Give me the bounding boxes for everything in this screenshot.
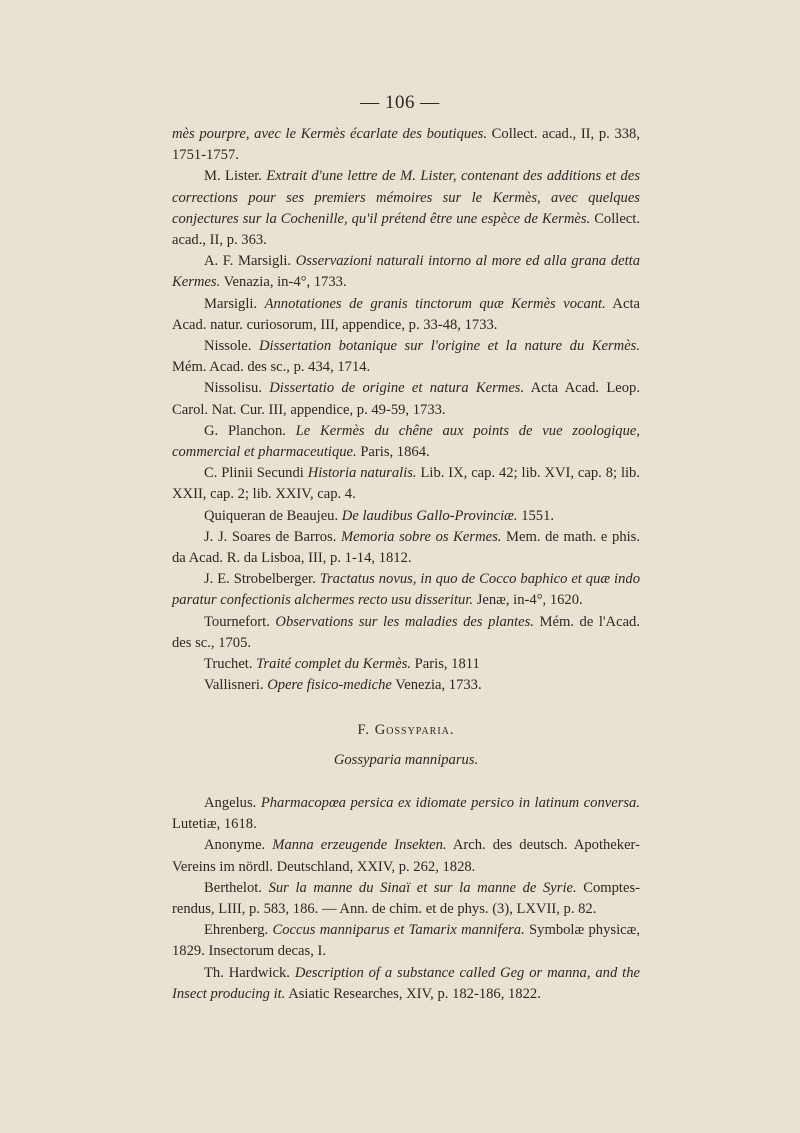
entry-publication: Mem. de math. e phis. da Acad. R. da Lisboa, III, p. 1-14, 1812. — [172, 528, 640, 567]
bibliography-entry — [172, 251, 640, 293]
entry-title: Observations sur les maladies des plantes. — [275, 613, 534, 630]
entry-title: Description of a substance called Geg or manna, and the Insect producing it. — [172, 964, 640, 1002]
bibliography-entry — [172, 654, 640, 675]
bibliography-entry — [172, 463, 640, 505]
entry-author: G. Planchon. — [204, 422, 296, 439]
entry-publication: Jenæ, in-4°, 1620. — [473, 592, 583, 609]
entry-author: Truchet. — [204, 656, 257, 673]
bibliography-list-gossyparia — [172, 793, 640, 1005]
entry-publication: Venazia, in-4°, 1733. — [220, 274, 347, 291]
entry-title: Traité complet du Kermès. — [256, 656, 412, 673]
entry-publication: Acta Acad. natur. curiosorum, III, appendice, p. 33-48, 1733. — [172, 295, 640, 333]
bibliography-entry — [172, 336, 640, 378]
entry-author: C. Plinii Secundi — [204, 465, 308, 482]
entry-author: J. E. Strobelberger. — [204, 571, 320, 588]
entry-title: De laudibus Gallo-Provinciæ. — [341, 507, 518, 524]
entry-title: Extrait d'une lettre de M. Lister, contenant des additions et des corrections pour ses premiers mémoires sur le Kermès, avec quelques conjectures sur la Cochenille, qu'il prétend être une espèce de Kermès. — [172, 168, 641, 227]
bibliography-entry — [172, 878, 640, 920]
entry-publication: 1551. — [517, 507, 555, 524]
bibliography-entry — [172, 920, 640, 962]
entry-title: Dissertation botanique sur l'origine et la nature du Kermès. — [258, 338, 641, 355]
page-number: — 106 — — [360, 92, 440, 113]
entry-publication: Paris, 1864. — [356, 444, 430, 461]
bibliography-list-kermes — [172, 124, 640, 696]
entry-author: A. F. Marsigli. — [204, 253, 296, 270]
entry-author: Marsigli. — [204, 295, 265, 312]
entry-publication: Mém. de l'Acad. des sc., 1705. — [172, 613, 640, 651]
entry-author: Anonyme. — [204, 837, 273, 854]
entry-title: Le Kermès du chêne aux points de vue zoologique, commercial et pharmaceutique. — [172, 422, 640, 461]
bibliography-entry — [172, 294, 640, 336]
bibliography-entry — [172, 569, 640, 611]
entry-publication: Collect. acad., II, p. 338, 1751-1757. — [172, 126, 640, 164]
bibliography-entry — [172, 612, 640, 654]
entry-title: Memoria sobre os Kermes. — [340, 528, 502, 545]
entry-publication: Lib. IX, cap. 42; lib. XVI, cap. 8; lib. XXII, cap. 2; lib. XXIV, cap. 4. — [172, 465, 640, 503]
entry-publication: Arch. des deutsch. Apotheker-Vereins im nördl. Deutschland, XXIV, p. 262, 1828. — [172, 837, 640, 875]
entry-author: Nissole. — [204, 338, 259, 355]
entry-title: mès pourpre, avec le Kermès écarlate des boutiques. — [172, 126, 487, 142]
entry-author: M. Lister. — [204, 168, 267, 185]
entry-author: J. J. Soares de Barros. — [204, 528, 341, 545]
bibliography-entry — [172, 421, 640, 463]
entry-author: Quiqueran de Beaujeu. — [204, 507, 342, 524]
entry-publication: Collect. acad., II, p. 363. — [172, 210, 640, 249]
entry-publication: Symbolæ physicæ, 1829. Insectorum decas, I. — [172, 922, 640, 960]
bibliography-entry — [172, 378, 640, 420]
entry-author: Angelus. — [204, 794, 261, 811]
bibliography-body — [172, 124, 640, 1005]
entry-author: Vallisneri. — [204, 677, 268, 694]
bibliography-entry — [172, 793, 640, 835]
entry-publication: Venezia, 1733. — [391, 677, 482, 694]
bibliography-entry — [172, 963, 640, 1005]
entry-publication: Asiatic Researches, XIV, p. 182-186, 1822. — [285, 985, 541, 1002]
entry-author: Th. Hardwick. — [204, 964, 295, 981]
entry-publication: Lutetiæ, 1618. — [172, 816, 257, 833]
bibliography-entry — [172, 835, 640, 877]
entry-publication: Acta Acad. Leop. Carol. Nat. Cur. III, appendice, p. 49-59, 1733. — [172, 380, 640, 418]
entry-title: Manna erzeugende Insekten. — [272, 837, 447, 854]
bibliography-entry — [172, 675, 640, 696]
entry-title: Opere fisico-mediche — [267, 677, 392, 694]
entry-title: Tractatus novus, in quo de Cocco baphico et quæ indo paratur confectionis alchermes recto usu disseritur. — [172, 571, 640, 609]
entry-title: Pharmacopœa persica ex idiomate persico in latinum conversa. — [260, 794, 640, 811]
entry-title: Coccus manniparus et Tamarix mannifera. — [272, 922, 525, 939]
section-heading: F. Gossyparia. — [357, 722, 455, 739]
species-heading: Gossyparia manniparus. — [333, 751, 479, 768]
entry-author: Tournefort. — [204, 613, 276, 630]
bibliography-entry — [172, 124, 640, 166]
entry-title: Sur la manne du Sinaï et sur la manne de Syrie. — [268, 879, 577, 896]
entry-title: Historia naturalis. — [307, 465, 417, 482]
bibliography-entry — [172, 166, 640, 251]
entry-author: Berthelot. — [204, 879, 269, 896]
entry-author: Nissolisu. — [204, 380, 270, 397]
entry-publication: Comptes-rendus, LIII, p. 583, 186. — Ann. de chim. et de phys. (3), LXVII, p. 82. — [172, 879, 640, 917]
entry-title: Dissertatio de origine et natura Kermes. — [269, 380, 525, 397]
bibliography-entry — [172, 506, 640, 527]
entry-title: Annotationes de granis tinctorum quæ Kermès vocant. — [264, 295, 606, 312]
entry-publication: Mém. Acad. des sc., p. 434, 1714. — [172, 359, 371, 376]
entry-author: Ehrenberg. — [204, 922, 273, 939]
entry-title: Osservazioni naturali intorno al more ed alla grana detta Kermes. — [172, 253, 640, 291]
entry-publication: Paris, 1811 — [411, 656, 480, 673]
bibliography-entry — [172, 527, 640, 569]
